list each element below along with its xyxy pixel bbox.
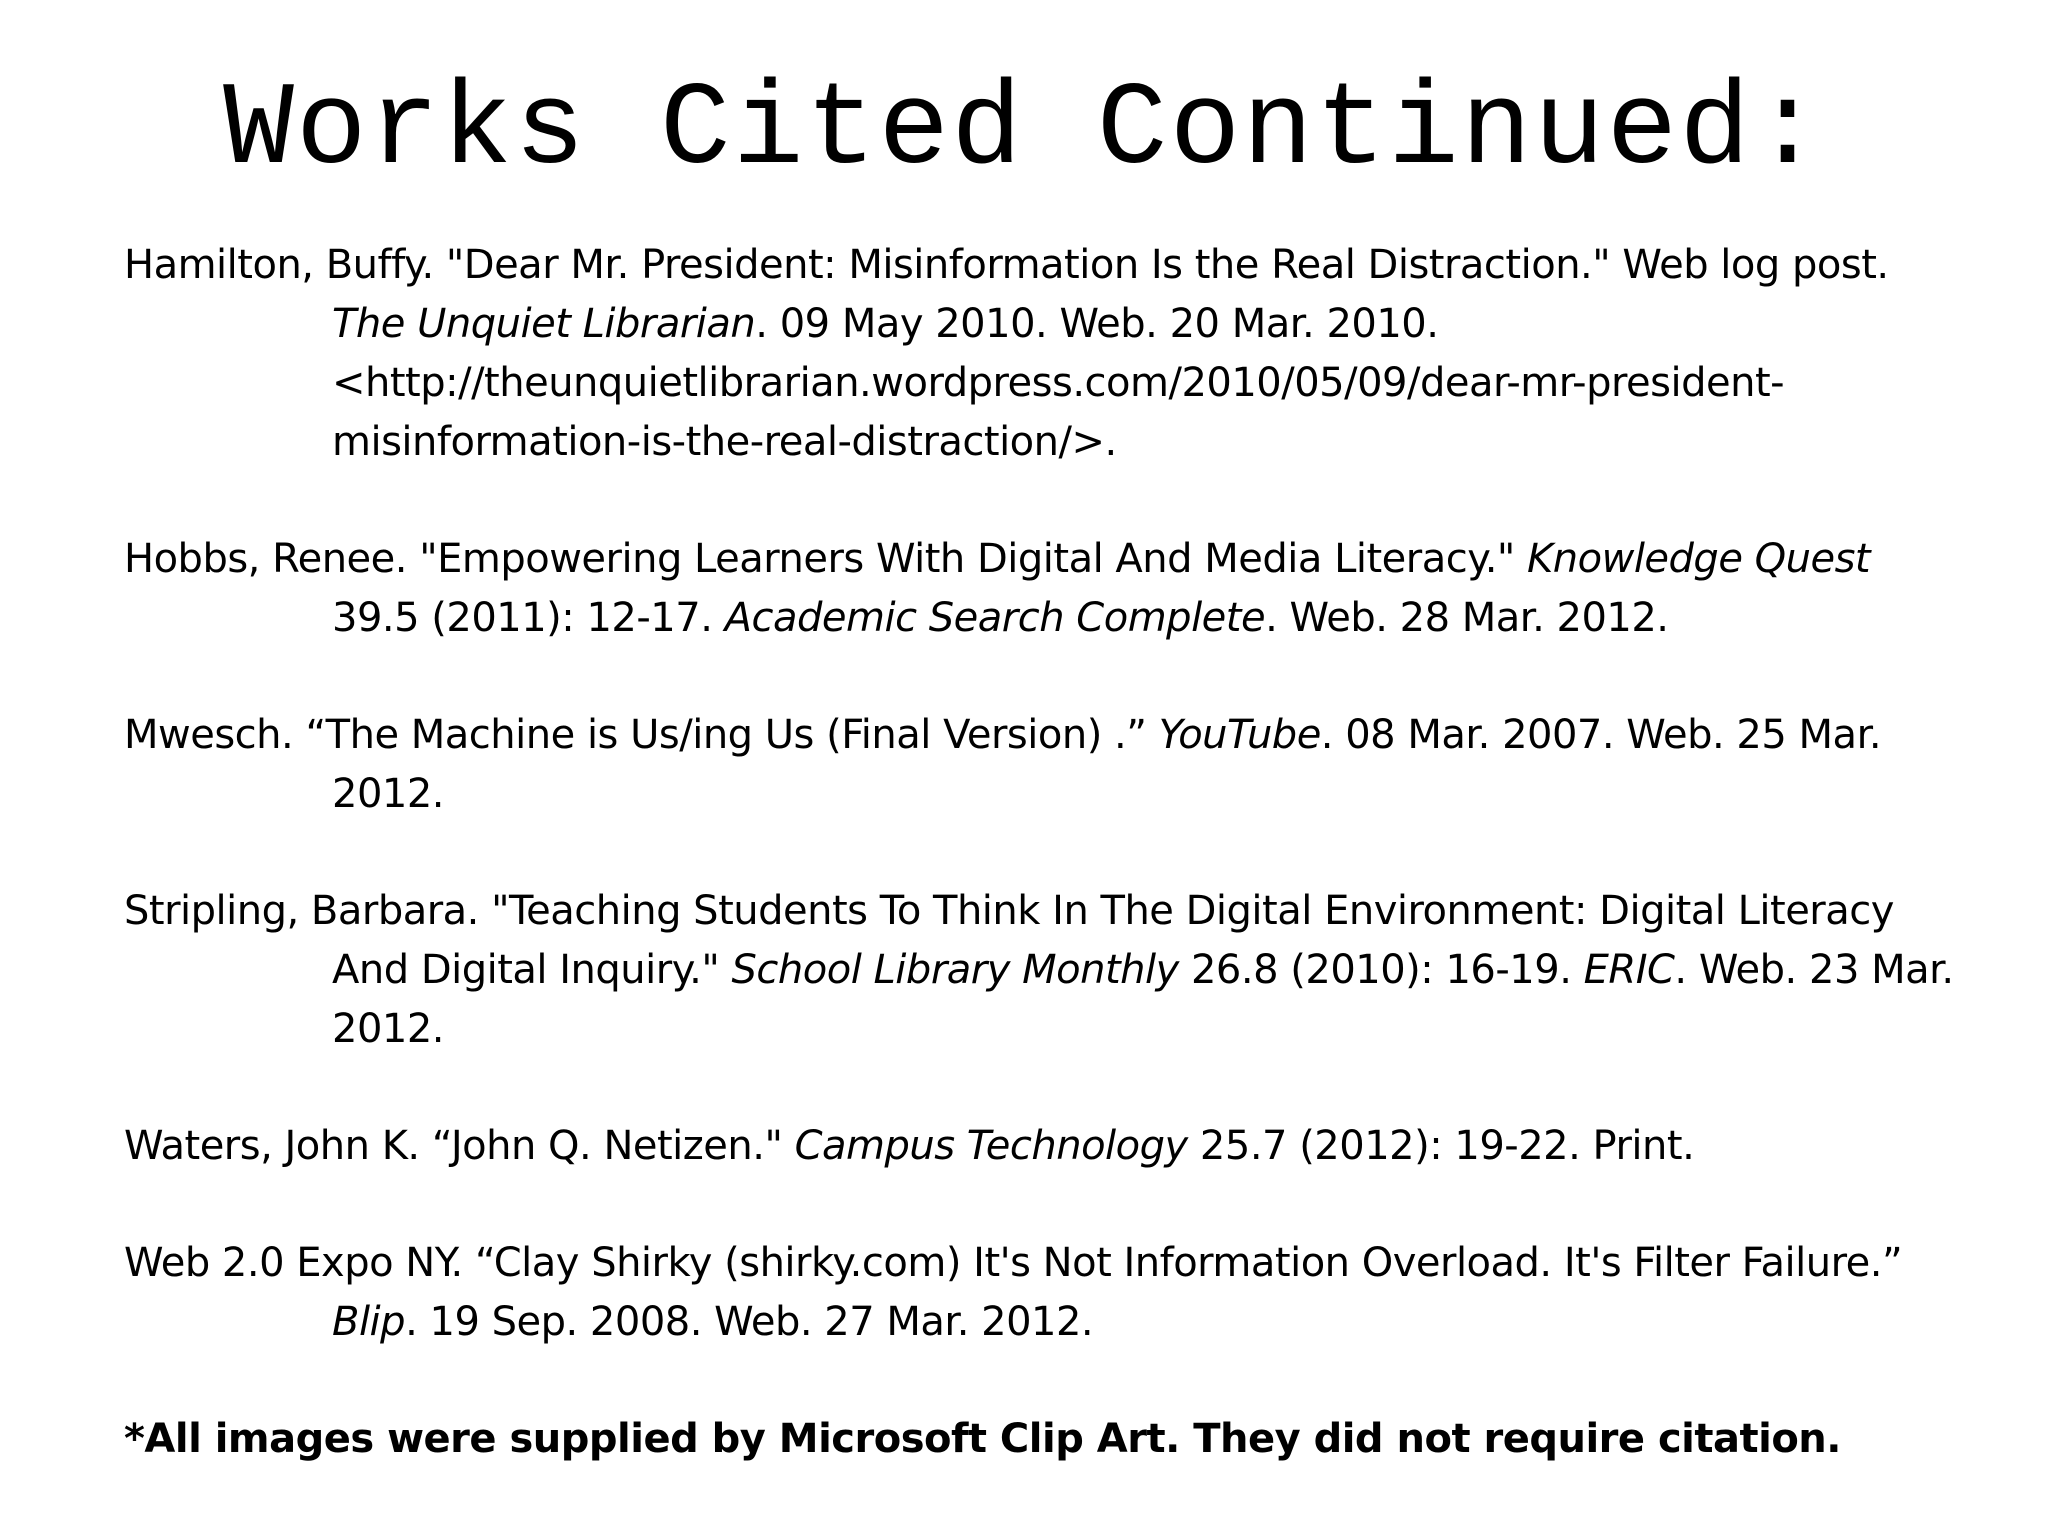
citation-text: 39.5 (2011): 12-17. (332, 595, 725, 641)
citation-text: Mwesch. “The Machine is Us/ing Us (Final Version) .” (124, 712, 1159, 758)
citation-database-title: Academic Search Complete (724, 595, 1266, 641)
citation-hobbs (124, 530, 1964, 648)
citation-database-title: ERIC (1583, 947, 1675, 993)
citation-stripling (124, 882, 1964, 1059)
citation-text: . Web. 23 Mar. 2012. (332, 947, 1954, 1052)
slide-title: Works Cited Continued: (223, 65, 1825, 198)
citation-text: . 19 Sep. 2008. Web. 27 Mar. 2012. (405, 1299, 1094, 1345)
citation-waters (124, 1117, 1964, 1176)
citation-text: 25.7 (2012): 19-22. Print. (1187, 1123, 1695, 1169)
image-credit-note: *All images were supplied by Microsoft Clip Art. They did not require citation. (124, 1416, 1841, 1462)
citation-web20-expo (124, 1234, 1964, 1352)
citation-text: Hobbs, Renee. "Empowering Learners With Digital And Media Literacy." (124, 536, 1528, 582)
citation-text: . Web. 28 Mar. 2012. (1265, 595, 1669, 641)
citation-text: Web 2.0 Expo NY. “Clay Shirky (shirky.com) It's Not Information Overload. It's Filter Failure.” (124, 1240, 1903, 1286)
citation-source-title: YouTube (1158, 712, 1321, 758)
citation-source-title: School Library Monthly (731, 947, 1179, 993)
citation-text: 26.8 (2010): 16-19. (1178, 947, 1584, 993)
works-cited-list (124, 236, 1964, 1469)
citation-text: Hamilton, Buffy. "Dear Mr. President: Misinformation Is the Real Distraction." Web log post. (124, 242, 1889, 288)
citation-text: Waters, John K. “John Q. Netizen." (124, 1123, 795, 1169)
citation-text: Stripling, Barbara. "Teaching Students To Think In The Digital Environment: Digital Literacy And Digital Inquiry." (124, 888, 1894, 993)
citation-source-title: The Unquiet Librarian (332, 301, 756, 347)
citation-source-title: Knowledge Quest (1527, 536, 1871, 582)
citation-source-title: Blip (332, 1299, 406, 1345)
citation-hamilton (124, 236, 1964, 472)
citation-source-title: Campus Technology (794, 1123, 1188, 1169)
citation-text: . 08 Mar. 2007. Web. 25 Mar. 2012. (332, 712, 1882, 817)
citation-text: . 09 May 2010. Web. 20 Mar. 2010. <http://theunquietlibrarian.wordpress.com/2010/05/09/dear-mr-president-misinformation-is-the-real-distraction/>. (332, 301, 1785, 465)
citation-mwesch (124, 706, 1964, 824)
